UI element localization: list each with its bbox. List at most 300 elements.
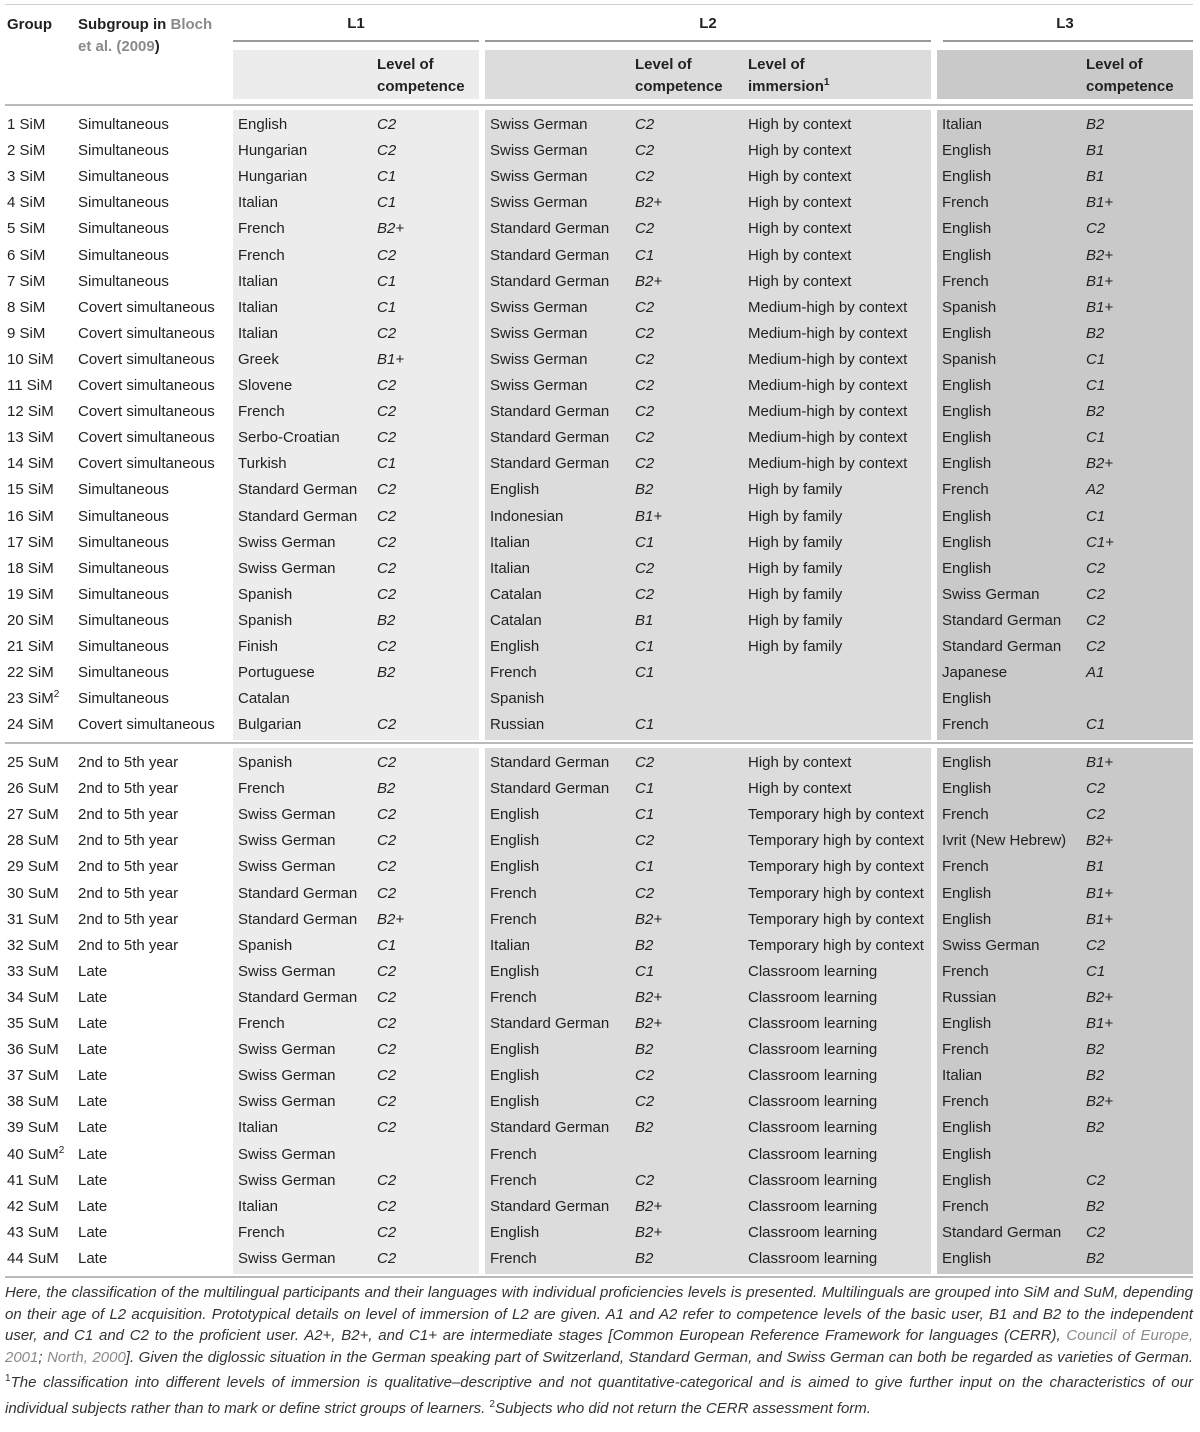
l3-language-cell (942, 712, 989, 738)
header-group: Group (7, 16, 52, 33)
table-row (0, 907, 1200, 933)
l2-competence-cell (635, 321, 654, 347)
l2-competence-cell (635, 1168, 654, 1194)
l2-competence-cell (635, 1063, 654, 1089)
l1-competence-cell-text: C1 (377, 298, 397, 316)
l3-language-cell-text: English (942, 780, 992, 798)
l1-competence-cell (377, 347, 404, 373)
table-row (0, 1168, 1200, 1194)
l3-language-cell-text: French (942, 1197, 989, 1215)
table-row (0, 138, 1200, 164)
subgroup-cell-text: Late (78, 1197, 108, 1215)
l2-competence-cell (635, 138, 654, 164)
l1-language-cell-text: Catalan (238, 690, 290, 708)
group-cell (7, 881, 59, 907)
l1-language-cell-text: Hungarian (238, 142, 308, 160)
l2-immersion-cell-text: Classroom learning (748, 962, 878, 980)
l1-competence-cell (377, 712, 396, 738)
l2-language-cell (490, 1011, 609, 1037)
group-cell-text: 9 SiM (7, 324, 46, 342)
l3-language-cell (942, 686, 991, 712)
l1-competence-cell-text: B2+ (377, 220, 405, 238)
l2-language-cell-text: Spanish (490, 690, 545, 708)
l2-competence-cell (635, 216, 654, 242)
subgroup-cell (78, 608, 169, 634)
l1-competence-cell (377, 802, 396, 828)
subgroup-cell (78, 504, 169, 530)
l2-immersion-cell (748, 321, 907, 347)
l3-language-cell (942, 802, 989, 828)
ref-council-of-europe[interactable]: Council of Europe, 2001 (5, 1327, 1194, 1366)
l2-competence-cell-text: B1+ (635, 507, 663, 525)
group-cell (7, 530, 54, 556)
l3-competence-cell-text: B2 (1086, 116, 1105, 133)
l2-language-cell-text: Swiss German (490, 324, 588, 342)
group-cell (7, 776, 59, 802)
l3-language-cell-text: English (942, 1015, 992, 1032)
group-cell (7, 1037, 59, 1063)
l1-language-cell (238, 138, 307, 164)
l2-competence-cell-text: C1 (635, 858, 655, 876)
subgroup-cell-text: Late (78, 988, 108, 1006)
immersion-footnote-mark: 1 (823, 77, 830, 88)
subgroup-cell (78, 1220, 107, 1246)
l2-language-cell (490, 828, 539, 854)
subgroup-line2-a: et al. ( (78, 38, 122, 55)
l3-competence-cell-text: B1 (1086, 858, 1105, 876)
l1-competence-cell-text: C2 (377, 884, 397, 902)
l2-competence-cell-text: C2 (635, 832, 655, 850)
l3-competence-line1: Level of (1086, 56, 1143, 73)
group-cell (7, 959, 59, 985)
l2-immersion-cell (748, 907, 924, 933)
group-cell (7, 1089, 59, 1115)
l1-language-cell-text: Hungarian (238, 168, 308, 186)
l2-immersion-cell-text: High by family (748, 533, 843, 551)
l3-competence-cell (1086, 399, 1104, 425)
l2-competence-cell-text: B2 (635, 481, 654, 499)
subgroup-ref-year[interactable]: 2009 (121, 38, 155, 55)
l2-competence-cell-text: C2 (635, 350, 655, 368)
l2-immersion-cell-text: Temporary high by context (748, 832, 924, 850)
group-cell (7, 112, 45, 138)
l3-language-cell-text: French (942, 962, 989, 980)
l2-immersion-cell-text: High by context (748, 220, 852, 238)
l1-language-cell (238, 828, 336, 854)
subgroup-cell-text: Covert simultaneous (78, 324, 215, 342)
l2-competence-cell (635, 1194, 662, 1220)
l2-immersion-cell-text: High by family (748, 585, 843, 603)
l2-immersion-cell (748, 164, 851, 190)
l1-language-cell (238, 425, 340, 451)
l3-competence-cell-text: C1 (1086, 377, 1106, 394)
l3-competence-cell-text: C1 (1086, 507, 1106, 525)
l3-competence-cell (1086, 1115, 1104, 1141)
l1-competence-cell-text: C2 (377, 806, 397, 824)
l2-language-cell-text: English (490, 1223, 540, 1241)
l1-language-cell (238, 243, 285, 269)
l3-competence-cell (1086, 1089, 1113, 1115)
group-cell (7, 1220, 59, 1246)
table-row (0, 634, 1200, 660)
subgroup-cell-text: Simultaneous (78, 611, 169, 629)
l3-language-cell-text: French (942, 1041, 989, 1059)
subgroup-cell-text: Simultaneous (78, 690, 169, 708)
subgroup-cell-text: Late (78, 1171, 108, 1189)
l1-competence-cell-text: C2 (377, 962, 397, 980)
l3-language-cell (942, 750, 991, 776)
l3-language-cell (942, 881, 991, 907)
l1-language-cell-text: Italian (238, 298, 279, 316)
header-rule (5, 104, 1193, 106)
l2-competence-cell-text: C2 (635, 1171, 655, 1189)
subgroup-cell-text: Late (78, 1067, 108, 1085)
l3-language-cell (942, 451, 991, 477)
l2-competence-cell-text: C2 (635, 559, 655, 577)
l2-language-cell-text: Swiss German (490, 168, 588, 186)
l2-language-cell (490, 190, 588, 216)
l1-language-cell (238, 1168, 336, 1194)
l2-language-cell-text: Standard German (490, 1197, 610, 1215)
group-cell (7, 660, 54, 686)
l2-language-cell (490, 243, 609, 269)
subgroup-cell (78, 530, 169, 556)
l2-immersion-cell (748, 1063, 877, 1089)
l3-competence-cell-text: B2 (1086, 1041, 1105, 1059)
subgroup-cell (78, 243, 169, 269)
l2-immersion-cell (748, 477, 842, 503)
l3-language-cell-text: Standard German (942, 611, 1062, 629)
l1-language-cell-text: Spanish (238, 611, 293, 629)
subgroup-cell-text: Simultaneous (78, 559, 169, 577)
subgroup-cell (78, 881, 178, 907)
l2-language-cell-text: English (490, 481, 540, 499)
l2-immersion-cell (748, 190, 851, 216)
ref-north[interactable]: North, 2000 (47, 1348, 126, 1366)
l1-competence-cell (377, 985, 396, 1011)
l1-language-cell-text: Italian (238, 1119, 279, 1137)
l3-competence-cell-text: A1 (1086, 664, 1105, 682)
l2-language-cell (490, 556, 530, 582)
group-cell (7, 269, 45, 295)
l3-competence-cell-text: C2 (1086, 1171, 1106, 1189)
l2-language-cell (490, 504, 563, 530)
group-cell-text: 17 SiM (7, 533, 54, 551)
subgroup-ref-bloch[interactable]: Bloch (170, 16, 213, 33)
l1-competence-cell-text: C2 (377, 507, 397, 525)
l1-language-cell-text: Swiss German (238, 1041, 336, 1059)
group-cell-text: 20 SiM (7, 611, 54, 629)
l1-competence-cell-text: C2 (377, 1223, 397, 1241)
l2-immersion-cell-text: Classroom learning (748, 1223, 878, 1241)
l2-immersion-cell (748, 750, 851, 776)
l3-language-cell-text: English (942, 910, 992, 928)
l1-competence-cell-text: B1+ (377, 350, 405, 368)
table-row (0, 1142, 1200, 1168)
l2-language-cell (490, 582, 542, 608)
group-cell-text: 16 SiM (7, 507, 54, 525)
l2-immersion-cell (748, 854, 924, 880)
l3-competence-cell (1086, 582, 1105, 608)
l3-competence-cell (1086, 1220, 1105, 1246)
group-cell-text: 38 SuM (7, 1093, 59, 1111)
l3-language-cell (942, 477, 989, 503)
l3-language-cell-text: French (942, 806, 989, 824)
l2-competence-cell (635, 608, 653, 634)
l1-language-cell (238, 451, 287, 477)
l1-language-cell-text: Bulgarian (238, 716, 302, 734)
l3-language-cell (942, 1115, 991, 1141)
l3-competence-cell (1086, 660, 1104, 686)
l2-immersion-cell-text: Medium-high by context (748, 350, 908, 368)
l2-competence-cell (635, 712, 654, 738)
group-cell (7, 216, 45, 242)
l2-competence-cell-text: B2 (635, 1041, 654, 1059)
group-cell (7, 1063, 59, 1089)
l1-competence-cell (377, 138, 396, 164)
l1-competence-cell-text: C1 (377, 168, 397, 186)
l2-immersion-cell (748, 216, 851, 242)
l2-language-cell (490, 1063, 539, 1089)
l2-language-cell (490, 321, 588, 347)
l2-immersion-cell-text: Medium-high by context (748, 324, 908, 342)
l3-competence-cell (1086, 504, 1105, 530)
l1-language-cell-text: Standard German (238, 481, 358, 499)
l3-competence-cell (1086, 802, 1105, 828)
l3-competence-cell-text: B2 (1086, 324, 1105, 342)
l3-language-cell-text: English (942, 1119, 992, 1137)
l1-language-cell-text: French (238, 780, 285, 798)
l3-competence-cell-text: B2+ (1086, 832, 1114, 850)
l1-language-cell-text: Spanish (238, 754, 293, 771)
l2-immersion-cell-text: High by context (748, 142, 852, 160)
l2-language-cell-text: Standard German (490, 1015, 610, 1032)
l1-language-cell-text: Serbo-Croatian (238, 429, 340, 447)
l3-competence-cell-text: C1 (1086, 716, 1106, 734)
table-row (0, 959, 1200, 985)
group-cell-text: 22 SiM (7, 664, 54, 682)
table-row (0, 1220, 1200, 1246)
l1-language-cell-text: Swiss German (238, 1093, 336, 1111)
group-cell (7, 504, 54, 530)
group-cell-text: 30 SuM (7, 884, 59, 902)
l1-competence-cell-text: B2+ (377, 910, 405, 928)
l2-language-cell-text: Catalan (490, 611, 542, 629)
group-cell-text: 8 SiM (7, 298, 46, 316)
l1-competence-cell (377, 321, 396, 347)
l1-competence-cell-text: C2 (377, 533, 397, 551)
l2-language-cell (490, 347, 588, 373)
group-cell (7, 243, 45, 269)
l3-competence-cell-text: A2 (1086, 481, 1105, 499)
header-l2: L2 (699, 15, 717, 32)
l1-competence-cell-text: C2 (377, 1249, 397, 1267)
l2-immersion-cell-text: High by family (748, 481, 843, 499)
l3-language-cell-text: Italian (942, 116, 983, 133)
l2-language-cell-text: Standard German (490, 403, 610, 421)
l2-immersion-cell (748, 556, 842, 582)
group-cell (7, 556, 54, 582)
l2-competence-cell (635, 959, 654, 985)
l2-language-cell (490, 425, 609, 451)
subgroup-cell (78, 660, 169, 686)
table-row (0, 1115, 1200, 1141)
group-cell (7, 608, 54, 634)
l2-competence-cell-text: C2 (635, 377, 655, 394)
l1-header-rule (233, 40, 479, 42)
l2-immersion-cell (748, 1142, 877, 1168)
subgroup-cell-text: Simultaneous (78, 168, 169, 186)
l2-language-cell (490, 216, 609, 242)
l2-language-cell (490, 881, 537, 907)
l1-competence-cell-text: B2 (377, 780, 396, 798)
l2-competence-cell-text: C2 (635, 754, 655, 771)
l1-competence-cell-text: C1 (377, 272, 397, 290)
l2-competence-cell-text: B2 (635, 1249, 654, 1267)
l1-competence-cell (377, 1220, 396, 1246)
l1-language-cell (238, 959, 336, 985)
subgroup-cell (78, 373, 215, 399)
subgroup-cell (78, 556, 169, 582)
l3-competence-cell-text: B1 (1086, 142, 1105, 160)
l1-competence-cell-text: C2 (377, 1067, 397, 1085)
l1-language-cell (238, 399, 285, 425)
l3-competence-cell (1086, 1063, 1104, 1089)
group-cell (7, 164, 45, 190)
footnote-part4: Subjects who did not return the CERR assessment form. (494, 1399, 871, 1417)
l1-language-cell-text: English (238, 116, 288, 133)
group-cell (7, 933, 59, 959)
l2-immersion-cell-text: High by context (748, 168, 852, 186)
footnote-mark-1: 1 (5, 1373, 11, 1385)
subgroup-cell-text: 2nd to 5th year (78, 858, 179, 876)
l3-language-cell-text: English (942, 690, 992, 708)
l2-immersion-cell (748, 451, 907, 477)
l3-competence-cell-text: C2 (1086, 780, 1106, 798)
l3-competence-cell (1086, 138, 1104, 164)
l3-competence-cell (1086, 112, 1104, 138)
l2-competence-cell (635, 907, 662, 933)
l2-immersion-cell (748, 776, 851, 802)
l1-competence-cell (377, 1115, 396, 1141)
table-row (0, 556, 1200, 582)
l2-language-cell-text: Swiss German (490, 194, 588, 212)
l2-language-cell-text: English (490, 638, 540, 655)
l1-competence-cell-text: C1 (377, 455, 397, 473)
l1-language-cell-text: Finish (238, 638, 279, 655)
l3-language-cell-text: English (942, 533, 992, 551)
l1-language-cell-text: Swiss German (238, 1171, 336, 1189)
table-row (0, 243, 1200, 269)
l2-immersion-cell-text: High by context (748, 780, 852, 798)
l2-competence-cell (635, 373, 654, 399)
group-cell (7, 373, 53, 399)
group-cell-text: 15 SiM (7, 481, 54, 499)
l1-competence-cell-text: C2 (377, 1171, 397, 1189)
l1-competence-cell (377, 1037, 396, 1063)
group-cell (7, 750, 59, 776)
section-rule (5, 742, 1193, 744)
group-cell-text: 3 SiM (7, 168, 46, 186)
l2-language-cell (490, 112, 588, 138)
l2-competence-line1: Level of (635, 56, 692, 73)
l1-language-cell-text: French (238, 1015, 285, 1032)
l3-competence-line2: competence (1086, 78, 1174, 95)
l3-competence-cell (1086, 347, 1105, 373)
l2-language-cell (490, 750, 609, 776)
l1-competence-cell (377, 582, 396, 608)
l1-language-cell (238, 634, 278, 660)
l3-language-cell (942, 1168, 991, 1194)
group-cell (7, 321, 45, 347)
table-row (0, 1063, 1200, 1089)
footnote-part3: The classification into different levels of immersion is qualitative–descriptive and not quantitative-categorical and is aimed to give further input on the characteristics of our individual subjects rather than to mark or define strict groups of learners. (5, 1374, 1193, 1417)
l2-competence-cell (635, 243, 654, 269)
l3-language-cell-text: English (942, 455, 992, 473)
l2-language-cell (490, 907, 537, 933)
l3-language-cell (942, 634, 1061, 660)
l2-competence-cell-text: B2+ (635, 194, 663, 212)
group-cell (7, 1011, 59, 1037)
l3-language-cell-text: French (942, 858, 989, 876)
l3-language-cell-text: Spanish (942, 298, 997, 316)
l1-competence-cell-text: C2 (377, 1119, 397, 1137)
l3-language-cell (942, 556, 991, 582)
table-row (0, 776, 1200, 802)
l1-competence-cell (377, 190, 396, 216)
l2-competence-cell-text: C1 (635, 780, 655, 798)
l2-immersion-cell (748, 138, 851, 164)
subgroup-cell (78, 933, 178, 959)
l2-language-cell-text: Standard German (490, 220, 610, 238)
l1-competence-cell (377, 112, 396, 138)
l1-language-cell (238, 504, 357, 530)
table-row (0, 854, 1200, 880)
l1-language-cell-text: French (238, 220, 285, 238)
l3-competence-cell-text: B1+ (1086, 298, 1114, 316)
l3-language-cell-text: Ivrit (New Hebrew) (942, 832, 1067, 850)
l2-immersion-cell (748, 608, 842, 634)
l3-language-cell-text: Japanese (942, 664, 1008, 682)
l2-language-cell (490, 1194, 609, 1220)
l1-language-cell-text: Italian (238, 272, 279, 290)
subgroup-cell (78, 634, 169, 660)
l3-language-cell (942, 907, 991, 933)
l2-language-cell (490, 712, 544, 738)
subgroup-cell-text: Simultaneous (78, 638, 169, 655)
subgroup-cell-text: 2nd to 5th year (78, 910, 179, 928)
l2-competence-cell (635, 660, 654, 686)
table-row (0, 530, 1200, 556)
l2-language-cell-text: French (490, 664, 537, 682)
l3-competence-cell (1086, 933, 1105, 959)
l1-language-cell (238, 776, 285, 802)
subgroup-cell (78, 269, 169, 295)
l2-language-cell-text: French (490, 1249, 537, 1267)
l2-language-cell (490, 164, 588, 190)
l3-language-cell (942, 1220, 1061, 1246)
l1-language-cell (238, 1063, 336, 1089)
l2-language-cell (490, 138, 588, 164)
l2-competence-line2: competence (635, 78, 723, 95)
l2-competence-cell-text: C2 (635, 455, 655, 473)
subgroup-cell-text: 2nd to 5th year (78, 806, 179, 824)
table-row (0, 712, 1200, 738)
l3-language-cell-text: English (942, 559, 992, 577)
subgroup-cell (78, 477, 169, 503)
l3-language-cell (942, 269, 989, 295)
l3-competence-cell (1086, 425, 1105, 451)
